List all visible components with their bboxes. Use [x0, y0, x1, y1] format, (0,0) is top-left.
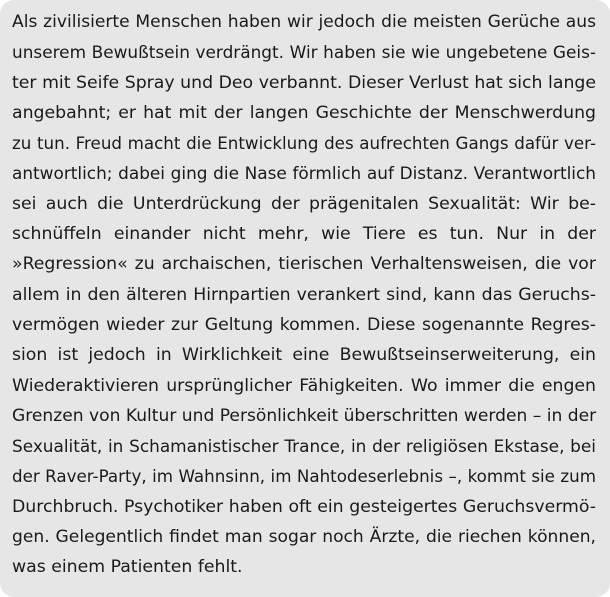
text-line: sei auch die Unterdrückung der prägenitalen Sexualität: Wir be- [12, 193, 596, 214]
text-line: zu tun. Freud macht die Entwicklung des aufrechten Gangs dafür ver- [12, 133, 596, 154]
text-line: gen. Gelegentlich findet man sogar noch Ärzte, die riechen können, [12, 527, 596, 548]
text-line: Wiederaktivieren ursprünglicher Fähigkeiten. Wo immer die engen [12, 375, 596, 396]
text-line: Als zivilisierte Menschen haben wir jedoch die meisten Gerüche aus [12, 12, 596, 32]
text-line: allem in den älteren Hirnpartien verankert sind, kann das Geruchs- [12, 284, 596, 305]
text-line: antwortlich; dabei ging die Nase förmlich auf Distanz. Verantwortlich [12, 163, 596, 184]
text-line: »Regression« zu archaischen, tierischen Verhaltensweisen, die vor [12, 254, 596, 275]
text-line: sion ist jedoch in Wirklichkeit eine Bewußtseinserweiterung, ein [12, 345, 596, 366]
text-line: vermögen wieder zur Geltung kommen. Diese sogenannte Regres- [12, 314, 596, 335]
text-line: was einem Patienten fehlt. [12, 557, 243, 578]
paragraph [12, 7, 596, 583]
text-line: der Raver-Party, im Wahnsinn, im Nahtodeserlebnis –, kommt sie zum [12, 466, 596, 487]
text-line: Grenzen von Kultur und Persönlichkeit überschritten werden – in der [12, 405, 597, 426]
text-line: ter mit Seife Spray und Deo verbannt. Dieser Verlust hat sich lange [12, 72, 596, 93]
text-line: angebahnt; er hat mit der langen Geschichte der Menschwerdung [12, 102, 596, 123]
text-line: Sexualität, in Schamanistischer Trance, in der religiösen Ekstase, bei [12, 436, 596, 457]
text-line: Durchbruch. Psychotiker haben oft ein gesteigertes Geruchsvermö- [12, 496, 596, 517]
text-line: unserem Bewußtsein verdrängt. Wir haben sie wie ungebetene Geis- [12, 42, 596, 63]
text-line: schnüffeln einander nicht mehr, wie Tiere es tun. Nur in der [12, 224, 596, 245]
